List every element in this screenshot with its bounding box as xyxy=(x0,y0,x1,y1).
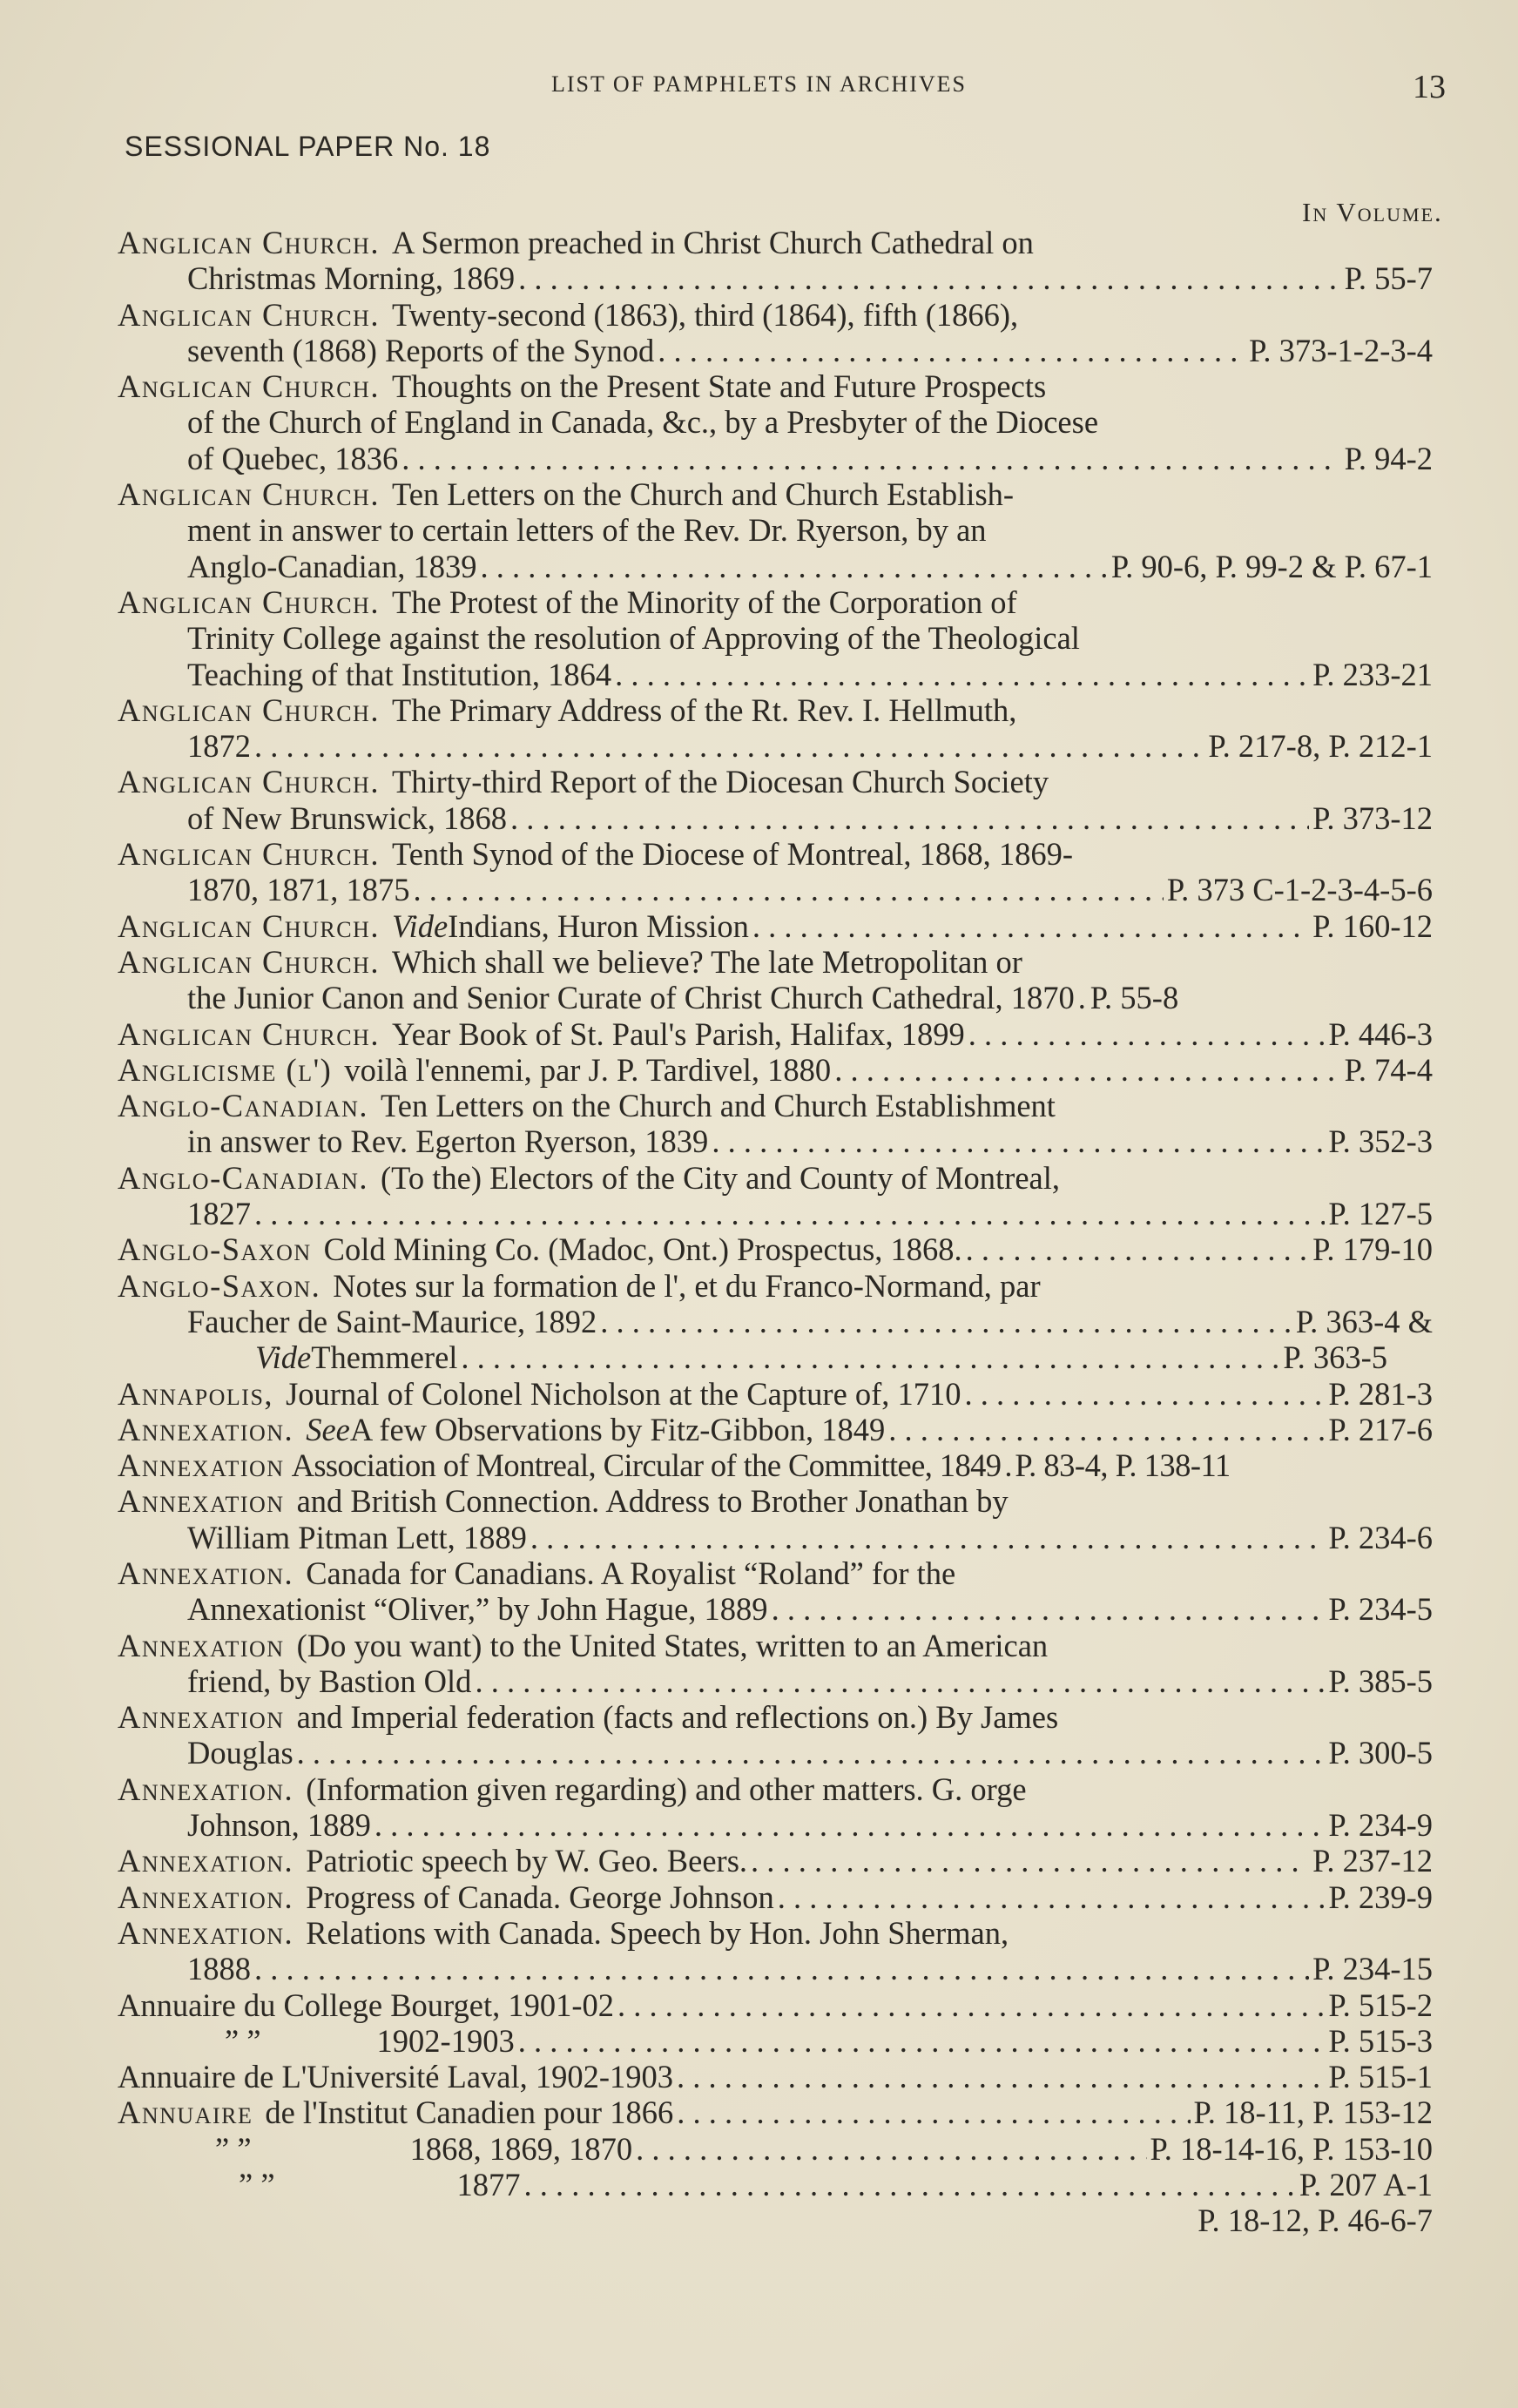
entry-text: (Information given regarding) and other matters. G. orge xyxy=(306,1771,1027,1807)
list-entry xyxy=(118,944,1433,1016)
volume-reference: P. 373-1-2-3-4 xyxy=(1249,332,1433,368)
entry-text: Year Book of St. Paul's Parish, Halifax, 1899 xyxy=(391,1015,965,1052)
entry-heading: Annexation xyxy=(118,1483,285,1520)
page-number: 13 xyxy=(1413,69,1446,105)
dot-leader xyxy=(966,1231,1309,1267)
entry-text: Association of Montreal, Circular of the Committee, 1849 xyxy=(291,1447,1002,1484)
dot-leader xyxy=(752,908,1309,944)
list-entry xyxy=(118,2131,1433,2167)
entry-text: Notes sur la formation de l', et du Franco-Normand, par xyxy=(333,1267,1041,1304)
list-entry xyxy=(118,368,1433,476)
list-entry xyxy=(118,1915,1433,1987)
entry-text: Progress of Canada. George Johnson xyxy=(306,1879,774,1915)
dot-leader xyxy=(677,2094,1190,2130)
entry-heading: Anglican Church. xyxy=(118,764,380,800)
volume-reference: P. 160-12 xyxy=(1312,907,1433,944)
volume-reference: P. 363-4 & xyxy=(1295,1303,1433,1339)
volume-reference: P. 352-3 xyxy=(1328,1123,1433,1160)
entry-text: Themmerel xyxy=(311,1339,458,1376)
entry-text: Faucher de Saint-Maurice, 1892 xyxy=(187,1303,597,1339)
entry-heading: Annexation xyxy=(118,1627,285,1663)
dot-leader xyxy=(636,2131,1146,2167)
list-entry xyxy=(118,692,1433,765)
dot-leader xyxy=(888,1412,1325,1447)
entry-heading: Annexation. xyxy=(118,1771,294,1807)
dot-leader xyxy=(401,441,1340,476)
entry-text: Indians, Huron Mission xyxy=(448,907,749,944)
volume-reference: P. 373-12 xyxy=(1312,799,1433,836)
volume-reference: P. 18-12, P. 46-6-7 xyxy=(1198,2202,1433,2239)
dot-leader xyxy=(712,1123,1325,1159)
list-entry xyxy=(118,1160,1433,1232)
volume-reference: P. 234-6 xyxy=(1328,1519,1433,1555)
entry-text: Ten Letters on the Church and Church Establish- xyxy=(391,476,1015,513)
volume-reference: P. 281-3 xyxy=(1328,1375,1433,1412)
volume-reference: P. 515-2 xyxy=(1328,1986,1433,2023)
volume-reference: P. 55-8 xyxy=(1090,980,1179,1016)
list-entry xyxy=(118,297,1433,369)
entry-heading: Annexation. xyxy=(118,1411,294,1447)
entry-text: de l'Institut Canadien pour 1866 xyxy=(265,2094,674,2131)
entry-text: Which shall we believe? The late Metropolitan or xyxy=(391,943,1022,980)
pamphlet-list xyxy=(118,225,1433,2239)
volume-reference: P. 18-11, P. 153-12 xyxy=(1193,2094,1433,2131)
list-entry xyxy=(118,1555,1433,1628)
dot-leader xyxy=(772,1591,1326,1627)
dot-leader xyxy=(1078,980,1087,1015)
entry-text-italic: Vide xyxy=(391,907,449,944)
entry-text: Teaching of that Institution, 1864 xyxy=(187,656,612,692)
dot-leader xyxy=(1004,1447,1011,1483)
dot-leader xyxy=(481,549,1108,584)
dot-leader xyxy=(677,2059,1325,2094)
entry-text: friend, by Bastion Old xyxy=(187,1663,472,1699)
running-head xyxy=(0,71,1518,106)
list-entry xyxy=(118,2167,1433,2202)
list-entry xyxy=(118,1447,1433,1483)
volume-reference: P. 217-6 xyxy=(1328,1411,1433,1447)
list-entry xyxy=(118,908,1433,944)
entry-text: Thoughts on the Present State and Future Prospects xyxy=(391,368,1047,405)
list-entry xyxy=(118,1628,1433,1700)
entry-text: Ten Letters on the Church and Church Establishment xyxy=(381,1088,1056,1124)
entry-text: the Junior Canon and Senior Curate of Christ Church Cathedral, 1870 xyxy=(187,980,1075,1016)
list-entry xyxy=(118,1699,1433,1771)
volume-reference: P. 446-3 xyxy=(1328,1015,1433,1052)
entry-heading: Annexation. xyxy=(118,1843,294,1879)
entry-text: ment in answer to certain letters of the Rev. Dr. Ryerson, by an xyxy=(187,512,987,549)
dot-leader xyxy=(965,1376,1326,1412)
entry-heading: Anglican Church. xyxy=(118,368,380,405)
dot-leader xyxy=(475,1663,1325,1699)
entry-text: Twenty-second (1863), third (1864), fifth (1866), xyxy=(391,296,1019,333)
entry-text: Canada for Canadians. A Royalist “Roland” for the xyxy=(306,1555,956,1591)
dot-leader xyxy=(518,2023,1326,2059)
dot-leader xyxy=(414,872,1164,907)
entry-text: of New Brunswick, 1868 xyxy=(187,799,507,836)
entry-text: Tenth Synod of the Diocese of Montreal, 1868, 1869- xyxy=(391,836,1074,873)
dot-leader xyxy=(778,1879,1326,1915)
volume-reference: P. 94-2 xyxy=(1344,440,1433,476)
entry-text: of the Church of England in Canada, &c., by a Presbyter of the Diocese xyxy=(187,404,1099,441)
entry-heading: Anglican Church. xyxy=(118,583,380,620)
entry-heading: Anglican Church. xyxy=(118,836,380,873)
dot-leader xyxy=(834,1052,1340,1088)
entry-text: of Quebec, 1836 xyxy=(187,440,399,476)
dot-leader xyxy=(254,1196,1325,1231)
entry-heading: Anglican Church. xyxy=(118,476,380,513)
entry-heading: Anglo-Canadian. xyxy=(118,1159,369,1196)
volume-reference: P. 385-5 xyxy=(1328,1663,1433,1699)
dot-leader xyxy=(518,260,1340,296)
sessional-paper-label: SESSIONAL PAPER No. 18 xyxy=(125,131,491,162)
dot-leader xyxy=(658,333,1245,368)
entry-text: Johnson, 1889 xyxy=(187,1807,371,1844)
volume-reference: P. 239-9 xyxy=(1328,1879,1433,1915)
entry-text: William Pitman Lett, 1889 xyxy=(187,1519,527,1555)
dot-leader xyxy=(615,657,1309,692)
entry-text: Anglo-Canadian, 1839 xyxy=(187,548,477,584)
list-entry xyxy=(118,584,1433,692)
list-entry xyxy=(118,1412,1433,1447)
list-entry xyxy=(118,1879,1433,1915)
list-entry xyxy=(118,1016,1433,1052)
list-entry xyxy=(118,1231,1433,1267)
entry-text: The Primary Address of the Rt. Rev. I. Hellmuth, xyxy=(391,691,1017,728)
entry-heading: Annexation xyxy=(118,1699,285,1736)
volume-reference: P. 90-6, P. 99-2 & P. 67-1 xyxy=(1110,548,1433,584)
volume-reference: P. 217-8, P. 212-1 xyxy=(1208,728,1433,765)
entry-text: (To the) Electors of the City and County of Montreal, xyxy=(381,1159,1061,1196)
list-entry xyxy=(118,1771,1433,1844)
dot-leader xyxy=(461,1339,1279,1375)
entry-text: in answer to Rev. Egerton Ryerson, 1839 xyxy=(187,1123,709,1160)
ditto-marks: ” ” xyxy=(239,2167,275,2203)
entry-text: Relations with Canada. Speech by Hon. John Sherman, xyxy=(306,1914,1009,1951)
dot-leader xyxy=(297,1735,1326,1771)
entry-text: 1872 xyxy=(187,728,251,765)
dot-leader xyxy=(751,1843,1309,1879)
volume-reference: P. 237-12 xyxy=(1312,1843,1433,1879)
entry-text: Annexationist “Oliver,” by John Hague, 1889 xyxy=(187,1591,768,1628)
list-entry xyxy=(118,2023,1433,2059)
entry-text: 1827 xyxy=(187,1196,251,1232)
volume-reference: P. 363-5 xyxy=(1283,1339,1387,1376)
entry-text: Annuaire de L'Université Laval, 1902-1903 xyxy=(118,2059,674,2095)
volume-reference: P. 207 A-1 xyxy=(1299,2167,1433,2203)
entry-heading: Anglican Church. xyxy=(118,296,380,333)
volume-reference: P. 234-5 xyxy=(1328,1591,1433,1628)
entry-text: 1902-1903 xyxy=(376,2022,515,2059)
entry-text: A few Observations by Fitz-Gibbon, 1849 xyxy=(349,1411,886,1447)
entry-text: 1888 xyxy=(187,1951,251,1987)
entry-text: (Do you want) to the United States, written to an American xyxy=(296,1627,1049,1663)
list-entry xyxy=(118,476,1433,584)
entry-text: 1868, 1869, 1870 xyxy=(409,2130,633,2167)
entry-text: Thirty-third Report of the Diocesan Church Society xyxy=(391,764,1049,800)
entry-heading: Annexation. xyxy=(118,1555,294,1591)
entry-text: A Sermon preached in Christ Church Cathedral on xyxy=(391,225,1034,260)
volume-reference: P. 18-14-16, P. 153-10 xyxy=(1150,2130,1433,2167)
entry-heading: Anglican Church. xyxy=(118,1015,380,1052)
dot-leader xyxy=(968,1016,1326,1052)
entry-text: and British Connection. Address to Brother Jonathan by xyxy=(296,1483,1009,1520)
volume-reference: P. 83-4, P. 138-11 xyxy=(1015,1447,1231,1484)
list-entry xyxy=(118,1483,1433,1555)
list-entry xyxy=(118,1268,1433,1376)
entry-text: Patriotic speech by W. Geo. Beers. xyxy=(306,1843,748,1879)
list-entry xyxy=(118,1052,1433,1088)
entry-text: Journal of Colonel Nicholson at the Capture of, 1710 xyxy=(286,1375,961,1412)
entry-text-italic: See xyxy=(306,1411,350,1447)
dot-leader xyxy=(600,1304,1292,1339)
entry-heading: Annexation xyxy=(118,1447,285,1484)
entry-text: 1870, 1871, 1875 xyxy=(187,872,410,908)
dot-leader xyxy=(530,1520,1325,1555)
list-entry xyxy=(118,1376,1433,1412)
entry-heading: Annapolis, xyxy=(118,1375,274,1412)
running-title: LIST OF PAMPHLETS IN ARCHIVES xyxy=(551,71,967,97)
entry-text: Annuaire du College Bourget, 1901-02 xyxy=(118,1986,615,2023)
dot-leader xyxy=(524,2167,1296,2202)
list-entry xyxy=(118,1843,1433,1879)
dot-leader xyxy=(254,728,1204,764)
list-entry xyxy=(118,1088,1433,1160)
entry-text: Cold Mining Co. (Madoc, Ont.) Prospectus, 1868. xyxy=(323,1231,962,1268)
entry-heading: Anglican Church. xyxy=(118,225,380,260)
entry-heading: Anglicisme (l') xyxy=(118,1051,333,1088)
list-entry xyxy=(118,2094,1433,2130)
entry-heading: Anglo-Saxon xyxy=(118,1231,312,1268)
volume-reference: P. 234-9 xyxy=(1328,1807,1433,1844)
dot-leader xyxy=(374,1807,1325,1843)
entry-text: voilà l'ennemi, par J. P. Tardivel, 1880 xyxy=(344,1051,832,1088)
ditto-marks: ” ” xyxy=(215,2130,252,2167)
dot-leader xyxy=(254,1951,1309,1986)
volume-reference: P. 515-1 xyxy=(1328,2059,1433,2095)
list-entry xyxy=(118,764,1433,836)
entry-text: 1877 xyxy=(456,2167,521,2203)
volume-reference: P. 127-5 xyxy=(1328,1196,1433,1232)
dot-leader xyxy=(617,1987,1325,2023)
entry-heading: Anglican Church. xyxy=(118,907,380,944)
list-entry xyxy=(118,836,1433,908)
volume-reference: P. 179-10 xyxy=(1312,1231,1433,1268)
volume-reference: P. 74-4 xyxy=(1344,1051,1433,1088)
volume-column-heading: In Volume. xyxy=(1302,197,1443,227)
entry-text: Christmas Morning, 1869 xyxy=(187,260,516,297)
volume-reference: P. 55-7 xyxy=(1344,260,1433,297)
entry-heading: Anglo-Canadian. xyxy=(118,1088,369,1124)
entry-text: and Imperial federation (facts and reflections on.) By James xyxy=(296,1699,1059,1736)
volume-reference: P. 234-15 xyxy=(1312,1951,1433,1987)
dot-leader xyxy=(510,800,1309,836)
entry-text: Douglas xyxy=(187,1735,293,1771)
entry-heading: Anglo-Saxon. xyxy=(118,1267,321,1304)
list-entry xyxy=(118,1987,1433,2023)
volume-reference: P. 300-5 xyxy=(1328,1735,1433,1771)
volume-reference: P. 233-21 xyxy=(1312,656,1433,692)
volume-reference: P. 515-3 xyxy=(1328,2022,1433,2059)
entry-text: The Protest of the Minority of the Corporation of xyxy=(391,583,1017,620)
entry-heading: Annexation. xyxy=(118,1914,294,1951)
volume-reference: P. 373 C-1-2-3-4-5-6 xyxy=(1166,872,1433,908)
list-entry xyxy=(118,225,1433,297)
entry-heading: Anglican Church. xyxy=(118,943,380,980)
list-entry xyxy=(118,2059,1433,2094)
entry-text: seventh (1868) Reports of the Synod xyxy=(187,332,655,368)
entry-text-italic: Vide xyxy=(255,1339,312,1376)
list-entry xyxy=(118,2202,1433,2238)
entry-heading: Annexation. xyxy=(118,1879,294,1915)
ditto-marks: ” ” xyxy=(225,2022,261,2059)
entry-heading: Anglican Church. xyxy=(118,691,380,728)
entry-text: Trinity College against the resolution of Approving of the Theological xyxy=(187,620,1080,657)
entry-heading: Annuaire xyxy=(118,2094,253,2131)
